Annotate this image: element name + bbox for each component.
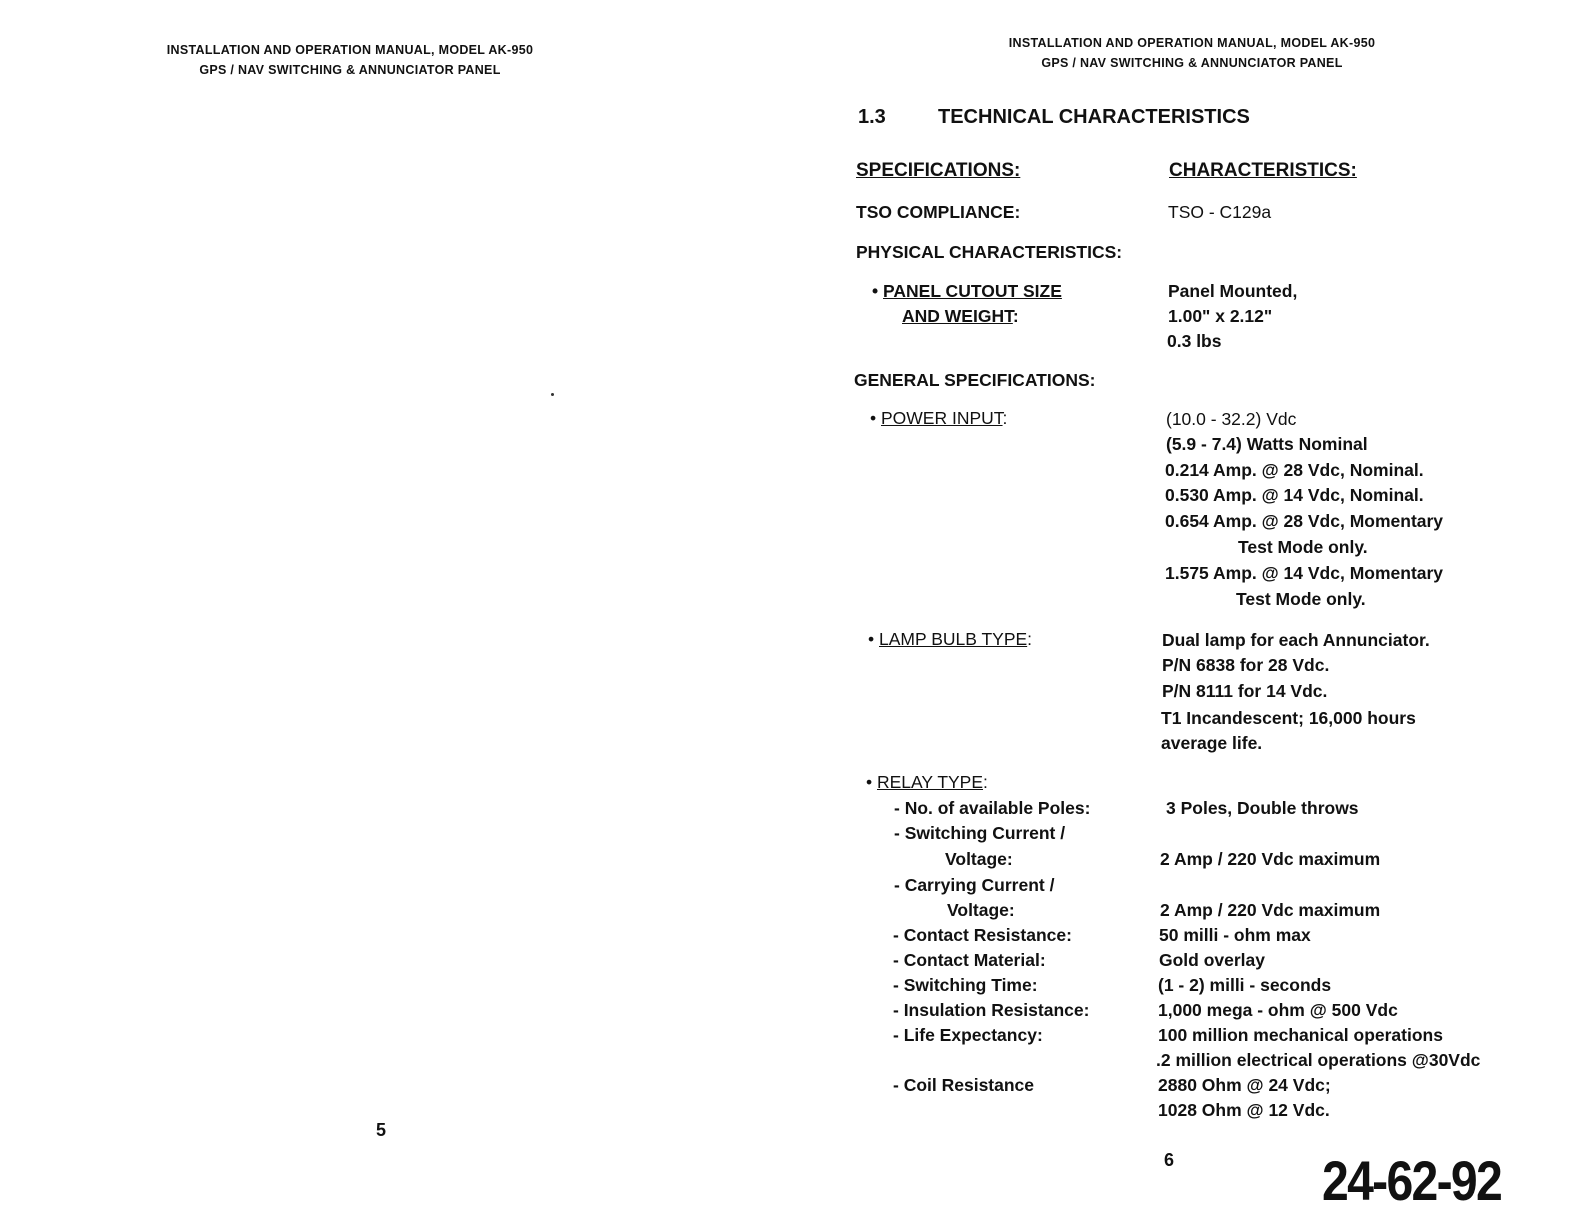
relay-item-switching-voltage: Voltage: [945, 849, 1013, 869]
power-value-2: (5.9 - 7.4) Watts Nominal [1166, 434, 1368, 454]
power-input-label: • POWER INPUT: [870, 408, 1008, 428]
power-value-7: 1.575 Amp. @ 14 Vdc, Momentary [1165, 563, 1444, 583]
lamp-value-3: P/N 8111 for 14 Vdc. [1162, 681, 1328, 701]
right-page-number: 6 [1164, 1150, 1175, 1170]
power-value-3: 0.214 Amp. @ 28 Vdc, Nominal. [1165, 460, 1424, 480]
panel-label-text-2: AND WEIGHT [902, 306, 1013, 326]
lamp-value-5: average life. [1161, 733, 1263, 753]
relay-type-label-text: RELAY TYPE [877, 772, 984, 792]
relay-item-contact-resistance: - Contact Resistance: [893, 925, 1072, 945]
relay-item-carrying-current: - Carrying Current / [894, 875, 1055, 895]
relay-item-coil-resistance: - Coil Resistance [893, 1075, 1035, 1095]
panel-value-2: 1.00" x 2.12" [1168, 306, 1273, 326]
relay-item-switching-time: - Switching Time: [893, 975, 1038, 995]
physical-characteristics-heading: PHYSICAL CHARACTERISTICS: [856, 242, 1123, 262]
general-specifications-heading: GENERAL SPECIFICATIONS: [854, 370, 1096, 390]
lamp-value-4: T1 Incandescent; 16,000 hours [1161, 708, 1416, 728]
relay-type-label: • RELAY TYPE: [866, 772, 988, 792]
lamp-bulb-type-label: • LAMP BULB TYPE: [868, 629, 1033, 649]
power-value-4: 0.530 Amp. @ 14 Vdc, Nominal. [1165, 485, 1424, 505]
relay-value-coil-24: 2880 Ohm @ 24 Vdc; [1158, 1075, 1331, 1095]
relay-item-switching-current: - Switching Current / [894, 823, 1066, 843]
header-line-2: GPS / NAV SWITCHING & ANNUNCIATOR PANEL [199, 63, 501, 77]
relay-value-insulation: 1,000 mega - ohm @ 500 Vdc [1158, 1000, 1398, 1020]
right-page [792, 0, 1584, 1224]
relay-value-contact-resistance: 50 milli - ohm max [1159, 925, 1311, 945]
panel-label-text: PANEL CUTOUT SIZE [883, 281, 1062, 301]
relay-value-life-mechanical: 100 million mechanical operations [1158, 1025, 1443, 1045]
relay-item-contact-material: - Contact Material: [893, 950, 1046, 970]
header-line-1: INSTALLATION AND OPERATION MANUAL, MODEL AK-950 [166, 43, 534, 57]
relay-value-switching: 2 Amp / 220 Vdc maximum [1160, 849, 1381, 869]
section-number: 1.3 [858, 106, 886, 128]
left-page-number: 5 [376, 1120, 387, 1140]
characteristics-column-heading: CHARACTERISTICS: [1169, 160, 1357, 181]
relay-value-poles: 3 Poles, Double throws [1166, 798, 1359, 818]
left-page-header [100, 40, 600, 80]
panel-value-3: 0.3 lbs [1167, 331, 1222, 351]
relay-item-life-expectancy: - Life Expectancy: [893, 1025, 1043, 1045]
right-page-header [937, 33, 1447, 73]
relay-item-poles: - No. of available Poles: [894, 798, 1091, 818]
tso-value: TSO - C129a [1168, 202, 1272, 222]
panel-value-1: Panel Mounted, [1168, 281, 1298, 301]
power-value-1: (10.0 - 32.2) Vdc [1166, 409, 1297, 429]
relay-value-carrying: 2 Amp / 220 Vdc maximum [1160, 900, 1381, 920]
lamp-value-1: Dual lamp for each Annunciator. [1162, 630, 1430, 650]
specifications-column-heading: SPECIFICATIONS: [856, 160, 1021, 181]
relay-value-coil-12: 1028 Ohm @ 12 Vdc. [1158, 1100, 1330, 1120]
document-number: 24-62-92 [1322, 1149, 1502, 1212]
power-value-6: Test Mode only. [1238, 537, 1368, 557]
power-value-5: 0.654 Amp. @ 28 Vdc, Momentary [1165, 511, 1444, 531]
section-title: TECHNICAL CHARACTERISTICS [938, 106, 1250, 128]
panel-label-line-2: AND WEIGHT: [902, 306, 1019, 326]
relay-value-life-electrical: .2 million electrical operations @30Vdc [1156, 1050, 1481, 1070]
power-input-label-text: POWER INPUT [881, 408, 1003, 428]
panel-label-line-1: • PANEL CUTOUT SIZE [872, 281, 1062, 301]
relay-value-switching-time: (1 - 2) milli - seconds [1158, 975, 1332, 995]
header-line-2: GPS / NAV SWITCHING & ANNUNCIATOR PANEL [1041, 56, 1343, 70]
lamp-bulb-type-label-text: LAMP BULB TYPE [879, 629, 1028, 649]
scan-speck [551, 393, 554, 396]
power-value-8: Test Mode only. [1236, 589, 1366, 609]
lamp-value-2: P/N 6838 for 28 Vdc. [1162, 655, 1330, 675]
header-line-1: INSTALLATION AND OPERATION MANUAL, MODEL AK-950 [1008, 36, 1376, 50]
tso-label: TSO COMPLIANCE: [856, 202, 1021, 222]
relay-item-insulation-resistance: - Insulation Resistance: [893, 1000, 1090, 1020]
relay-item-carrying-voltage: Voltage: [947, 900, 1015, 920]
relay-value-contact-material: Gold overlay [1159, 950, 1266, 970]
